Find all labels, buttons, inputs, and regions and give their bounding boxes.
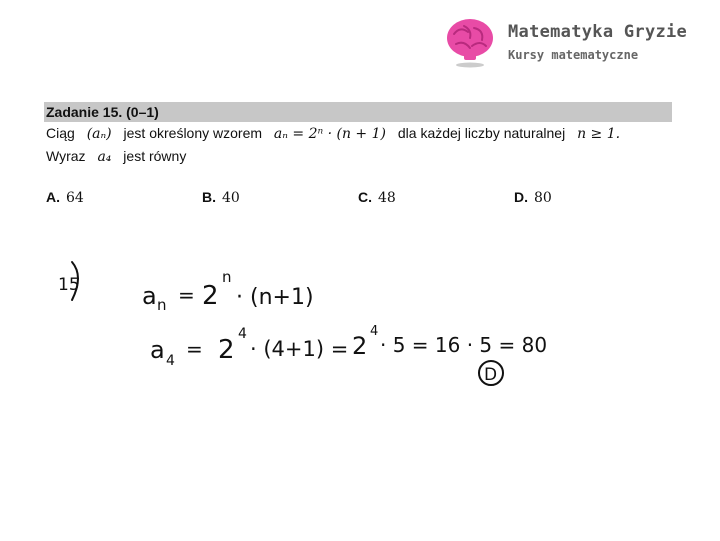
hand-circled-answer: D xyxy=(484,365,498,385)
task-text: Wyraz xyxy=(46,148,86,164)
task-text: jest określony wzorem xyxy=(123,125,263,141)
hand-lhs-sub: n xyxy=(157,296,167,314)
answer-letter: C. xyxy=(358,189,372,205)
answer-letter: D. xyxy=(514,189,528,205)
hand-step-exponent: 4 xyxy=(370,324,379,339)
answer-value: 48 xyxy=(378,190,396,206)
task-text: jest równy xyxy=(123,148,187,164)
hand-exponent: 4 xyxy=(238,326,247,342)
hand-step-base: 2 xyxy=(352,332,368,360)
hand-rest: · (n+1) xyxy=(236,285,314,310)
task-text: Ciąg xyxy=(46,125,75,141)
task-text: dla każdej liczby naturalnej xyxy=(397,125,566,141)
brand-subtitle: Kursy matematyczne xyxy=(508,48,639,62)
sequence-formula: aₙ = 2ⁿ · (n + 1) xyxy=(273,126,386,142)
hand-exponent: n xyxy=(222,268,232,286)
condition: n ≥ 1. xyxy=(577,126,621,142)
hand-lhs: a xyxy=(150,336,165,364)
hand-lhs: a xyxy=(142,282,157,310)
answer-letter: A. xyxy=(46,189,60,205)
task-title: Zadanie 15. (0–1) xyxy=(46,104,159,120)
hand-base: 2 xyxy=(202,281,219,311)
answer-value: 80 xyxy=(534,190,552,206)
brand-name: Matematyka Gryzie xyxy=(508,22,688,42)
answer-value: 40 xyxy=(222,190,240,206)
hand-base: 2 xyxy=(218,335,235,365)
hand-equals: = xyxy=(186,337,203,361)
answer-value: 64 xyxy=(66,190,84,206)
hand-step-rest: · 5 = 16 · 5 = 80 xyxy=(380,333,548,357)
hand-lhs-sub: 4 xyxy=(166,353,175,369)
sequence-symbol: (aₙ) xyxy=(86,126,112,142)
hand-task-number: 15 xyxy=(58,275,80,295)
hand-rest: · (4+1) = xyxy=(250,337,349,361)
term-symbol: a₄ xyxy=(97,149,112,165)
hand-equals: = xyxy=(178,283,195,307)
answer-letter: B. xyxy=(202,189,216,205)
